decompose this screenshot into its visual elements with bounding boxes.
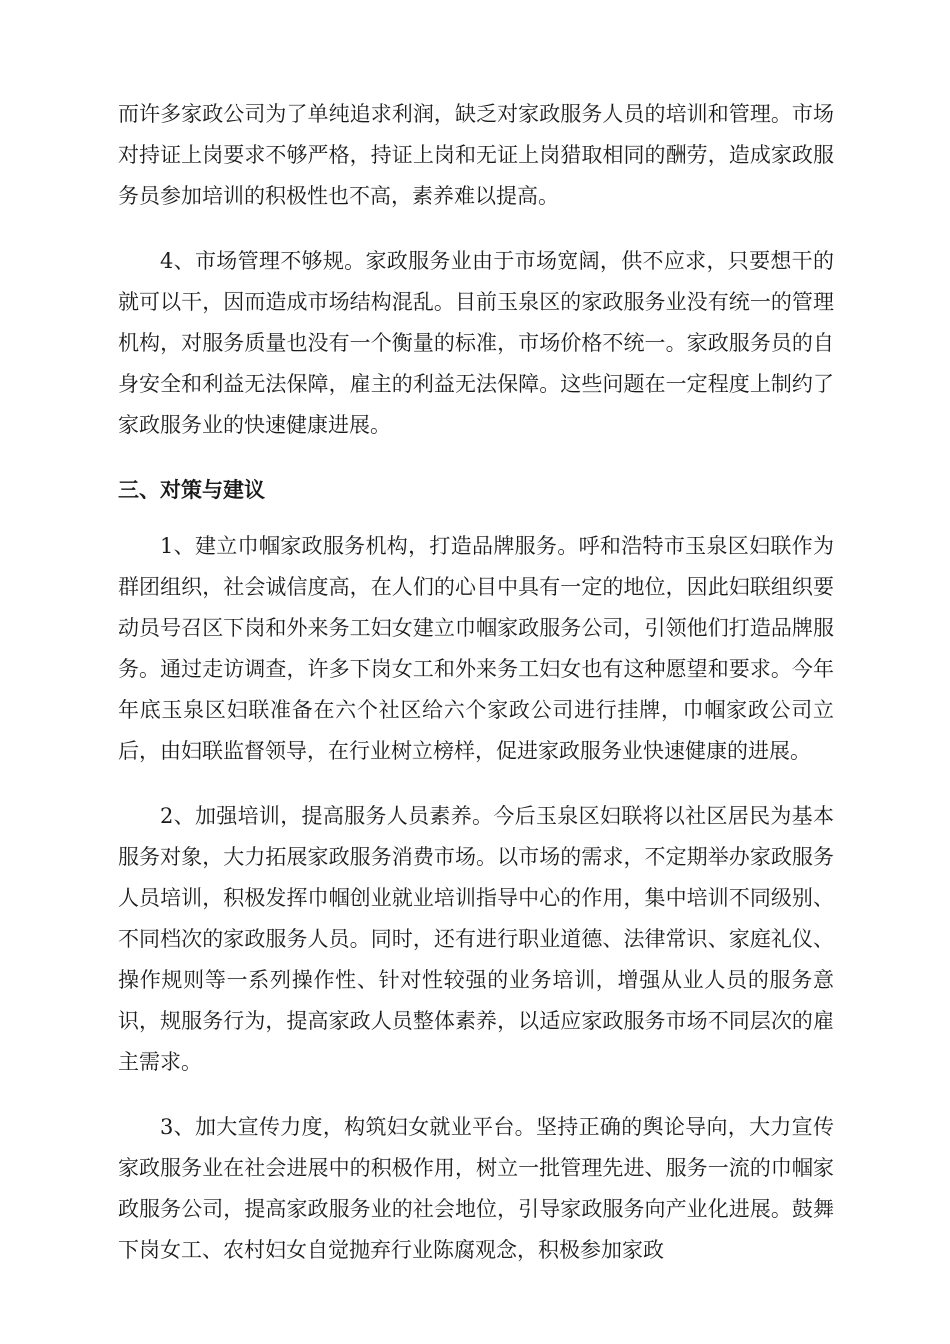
document-page <box>118 94 834 1295</box>
paragraph-strengthen-training: 2、加强培训，提高服务人员素养。今后玉泉区妇联将以社区居民为基本服务对象，大力拓展家政服务消费市场。以市场的需求，不定期举办家政服务人员培训，积极发挥巾帼创业就业培训指导中心的作用，集中培训不同级别、不同档次的家政服务人员。同时，还有进行职业道德、法律常识、家庭礼仪、操作规则等一系列操作性、针对性较强的业务培训，增强从业人员的服务意识，规服务行为，提高家政人员整体素养，以适应家政服务市场不同层次的雇主需求。 <box>118 804 834 1074</box>
paragraph-publicity: 3、加大宣传力度，构筑妇女就业平台。坚持正确的舆论导向，大力宣传家政服务业在社会进展中的积极作用，树立一批管理先进、服务一流的巾帼家政服务公司，提高家政服务业的社会地位，引导家政服务向产业化进展。鼓舞下岗女工、农村妇女自觉抛弃行业陈腐观念，积极参加家政 <box>118 1115 834 1262</box>
paragraph-market-management: 4、市场管理不够规。家政服务业由于市场宽阔，供不应求，只要想干的就可以干，因而造成市场结构混乱。目前玉泉区的家政服务业没有统一的管理机构，对服务质量也没有一个衡量的标准，市场价格不统一。家政服务员的自身安全和利益无法保障，雇主的利益无法保障。这些问题在一定程度上制约了家政服务业的快速健康进展。 <box>118 249 834 437</box>
paragraph-build-service-agency: 1、建立巾帼家政服务机构，打造品牌服务。呼和浩特市玉泉区妇联作为群团组织，社会诚信度高，在人们的心目中具有一定的地位，因此妇联组织要动员号召区下岗和外来务工妇女建立巾帼家政服务公司，引领他们打造品牌服务。通过走访调查，许多下岗女工和外来务工妇女也有这种愿望和要求。今年年底玉泉区妇联准备在六个社区给六个家政公司进行挂牌，巾帼家政公司立后，由妇联监督领导，在行业树立榜样，促进家政服务业快速健康的进展。 <box>118 534 834 763</box>
paragraph-training-management: 而许多家政公司为了单纯追求利润，缺乏对家政服务人员的培训和管理。市场对持证上岗要求不够严格，持证上岗和无证上岗猎取相同的酬劳，造成家政服务员参加培训的积极性也不高，素养难以提高。 <box>118 102 834 208</box>
section-heading-countermeasures: 三、对策与建议 <box>118 478 265 502</box>
